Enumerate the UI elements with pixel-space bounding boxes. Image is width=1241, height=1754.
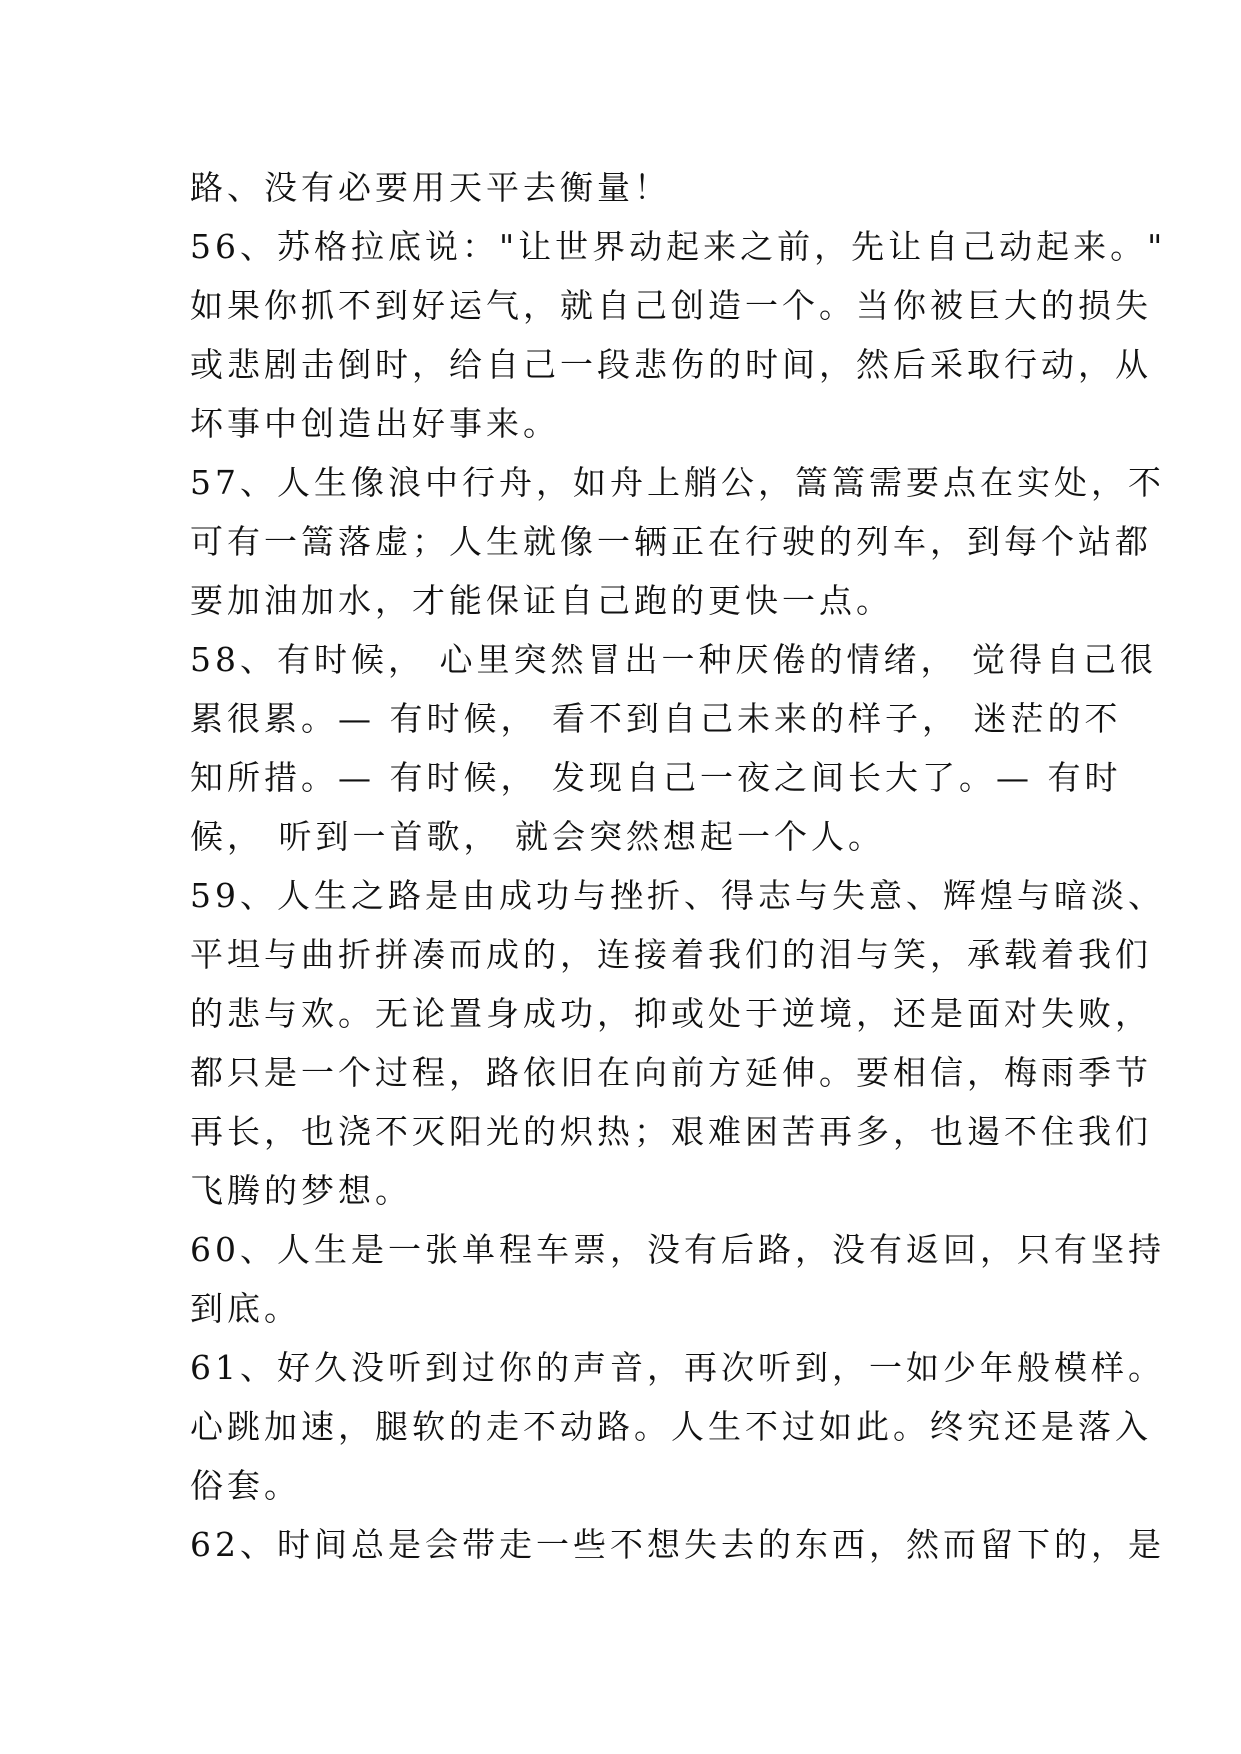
text-line: 再长，也浇不灭阳光的炽热；艰难困苦再多，也遏不住我们 bbox=[190, 1112, 1152, 1151]
text-line: 候， 听到一首歌， 就会突然想起一个人。 bbox=[190, 817, 885, 856]
text-line: 或悲剧击倒时，给自己一段悲伤的时间，然后采取行动，从 bbox=[190, 345, 1152, 384]
text-line: 的悲与欢。无论置身成功，抑或处于逆境，还是面对失败， bbox=[190, 994, 1152, 1033]
text-line: 知所措。— 有时候， 发现自己一夜之间长大了。— 有时 bbox=[190, 758, 1122, 797]
text-line: 56、苏格拉底说："让世界动起来之前，先让自己动起来。" bbox=[190, 227, 1167, 266]
text-line: 61、好久没听到过你的声音，再次听到，一如少年般模样。 bbox=[190, 1348, 1165, 1387]
text-line: 都只是一个过程，路依旧在向前方延伸。要相信，梅雨季节 bbox=[190, 1053, 1152, 1092]
text-line: 58、有时候， 心里突然冒出一种厌倦的情绪， 觉得自己很 bbox=[190, 640, 1157, 679]
text-line: 平坦与曲折拼凑而成的，连接着我们的泪与笑，承载着我们 bbox=[190, 935, 1152, 974]
text-line: 路、没有必要用天平去衡量！ bbox=[190, 168, 671, 207]
text-line: 飞腾的梦想。 bbox=[190, 1171, 412, 1210]
text-line: 60、人生是一张单程车票，没有后路，没有返回，只有坚持 bbox=[190, 1230, 1165, 1269]
text-line: 心跳加速，腿软的走不动路。人生不过如此。终究还是落入 bbox=[190, 1407, 1152, 1446]
text-line: 俗套。 bbox=[190, 1466, 301, 1505]
text-line: 坏事中创造出好事来。 bbox=[190, 404, 560, 443]
text-line: 57、人生像浪中行舟，如舟上艄公，篙篙需要点在实处，不 bbox=[190, 463, 1165, 502]
text-line: 可有一篙落虚；人生就像一辆正在行驶的列车，到每个站都 bbox=[190, 522, 1152, 561]
text-line: 到底。 bbox=[190, 1289, 301, 1328]
text-line: 累很累。— 有时候， 看不到自己未来的样子， 迷茫的不 bbox=[190, 699, 1122, 738]
text-line: 59、人生之路是由成功与挫折、得志与失意、辉煌与暗淡、 bbox=[190, 876, 1165, 915]
text-line: 要加油加水，才能保证自己跑的更快一点。 bbox=[190, 581, 893, 620]
text-line: 62、时间总是会带走一些不想失去的东西，然而留下的，是 bbox=[190, 1525, 1165, 1564]
text-line: 如果你抓不到好运气，就自己创造一个。当你被巨大的损失 bbox=[190, 286, 1152, 325]
body-text bbox=[190, 158, 1167, 1574]
